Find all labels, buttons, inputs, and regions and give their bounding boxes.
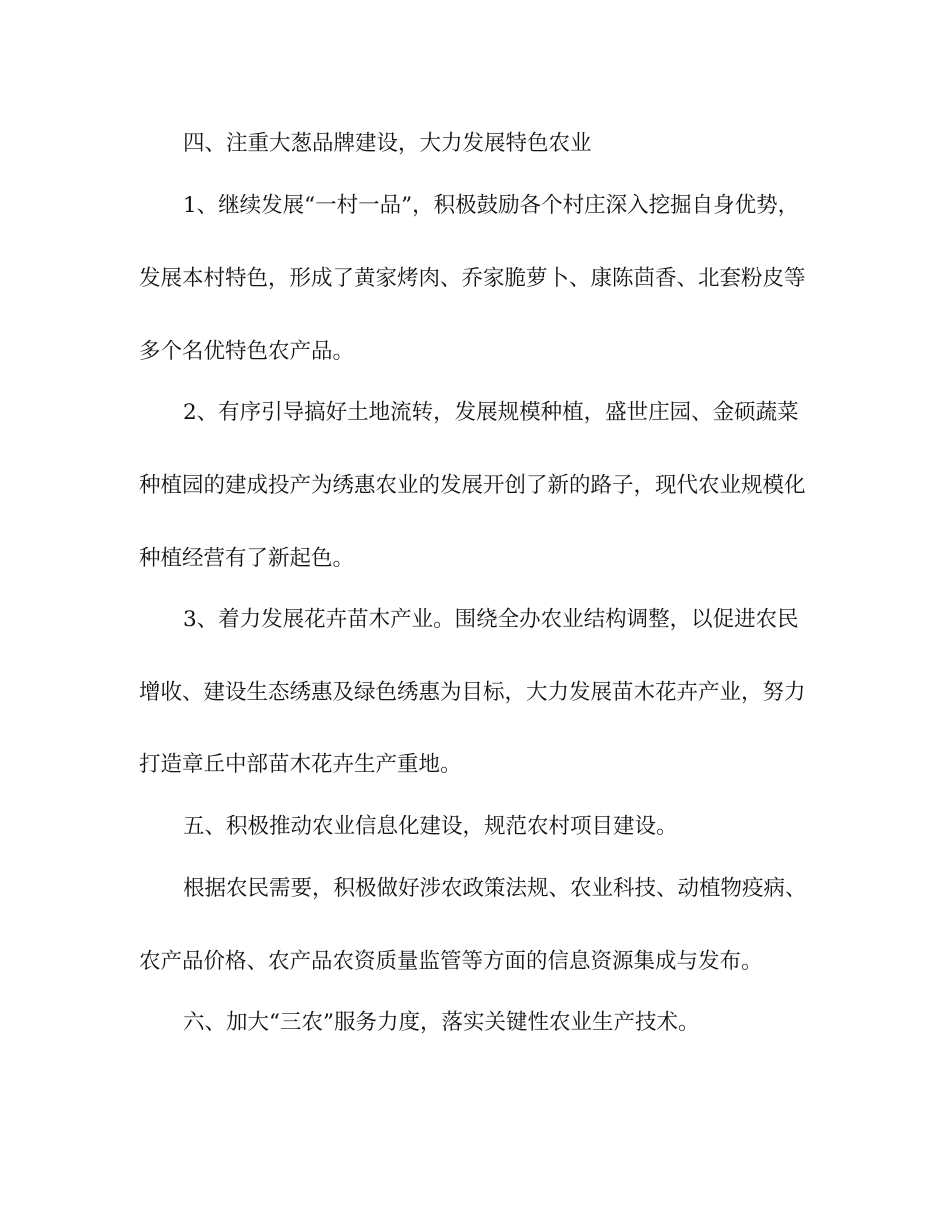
- paragraph-5-line: 农产品价格、农产品农资质量监管等方面的信息资源集成与发布。: [139, 949, 763, 974]
- paragraph-1-line: 1、继续发展“一村一品”，积极鼓励各个村庄深入挖掘自身优势，: [183, 193, 800, 218]
- paragraph-1-line: 多个名优特色农产品。: [139, 339, 355, 364]
- paragraph-2-line: 种植经营有了新起色。: [139, 546, 355, 571]
- paragraph-3-line: 打造章丘中部苗木花卉生产重地。: [139, 752, 462, 777]
- paragraph-3-line: 增收、建设生态绣惠及绿色绣惠为目标，大力发展苗木花卉产业，努力: [139, 680, 806, 705]
- paragraph-2-line: 2、有序引导搞好土地流转，发展规模种植，盛世庄园、金硕蔬菜: [183, 400, 799, 425]
- paragraph-2-line: 种植园的建成投产为绣惠农业的发展开创了新的路子，现代农业规模化: [139, 473, 806, 498]
- section-heading-4: 四、注重大葱品牌建设，大力发展特色农业: [183, 131, 592, 156]
- section-heading-6: 六、加大“三农”服务力度，落实关键性农业生产技术。: [183, 1010, 700, 1035]
- section-heading-5: 五、积极推动农业信息化建设，规范农村项目建设。: [183, 814, 678, 839]
- paragraph-5-line: 根据农民需要，积极做好涉农政策法规、农业科技、动植物疫病、: [183, 876, 807, 901]
- paragraph-3-line: 3、着力发展花卉苗木产业。围绕全办农业结构调整，以促进农民: [183, 607, 799, 632]
- paragraph-1-line: 发展本村特色，形成了黄家烤肉、乔家脆萝卜、康陈茴香、北套粉皮等: [139, 266, 806, 291]
